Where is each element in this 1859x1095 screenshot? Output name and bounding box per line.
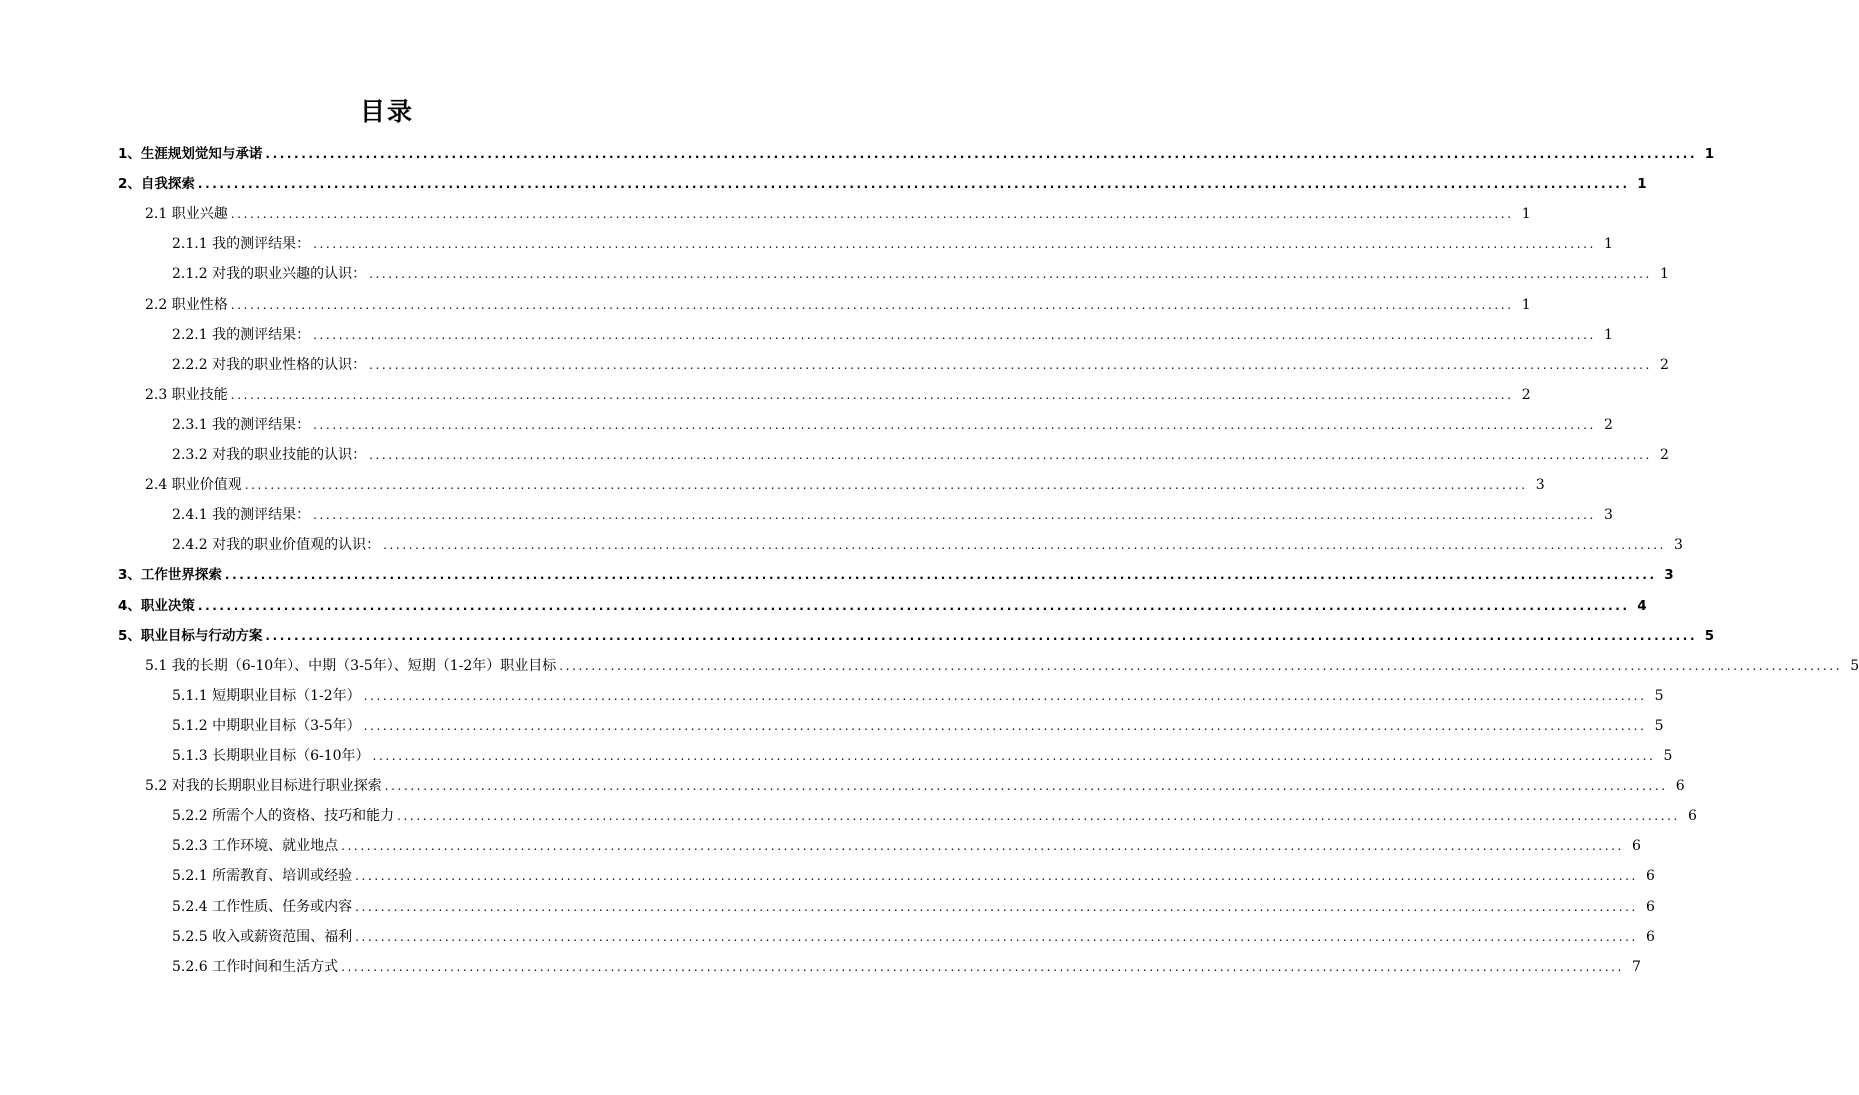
toc-entry-page-number: 5 [1704,627,1715,644]
toc-dot-leader: ........................................................................................................................................................................................................ [197,598,1630,613]
toc-dot-leader: ........................................................................................................................................................................................................ [355,929,1638,944]
toc-dot-leader: ........................................................................................................................................................................................................ [355,899,1638,914]
toc-dot-leader: ........................................................................................................................................................................................................ [369,267,1652,282]
toc-entry-title: 5.1.2 中期职业目标（3-5年） [172,717,361,734]
toc-entry-title: 5.2.3 工作环境、就业地点 [172,838,339,855]
toc-entry[interactable] [172,741,1673,771]
toc-entry-page-number: 7 [1632,958,1641,975]
toc-entry[interactable] [172,831,1641,861]
toc-entry-page-number: 3 [1664,567,1674,584]
toc-entry-title: 2.2 职业性格 [145,296,228,313]
toc-entry[interactable] [145,651,1859,681]
toc-entry-page-number: 5 [1850,657,1859,674]
toc-entry[interactable] [172,259,1669,289]
toc-dot-leader: ........................................................................................................................................................................................................ [265,628,1698,643]
page-title: 目录 [359,97,414,126]
toc-entry-title: 2.2.2 对我的职业性格的认识： [172,356,367,373]
toc-entry-title: 2.1 职业兴趣 [145,206,228,223]
toc-entry-page-number: 6 [1632,838,1641,855]
toc-entry[interactable] [172,922,1655,952]
toc-entry-title: 5.2 对我的长期职业目标进行职业探索 [145,778,382,795]
toc-entry[interactable] [172,500,1613,530]
toc-entry[interactable] [118,621,1715,651]
toc-dot-leader: ........................................................................................................................................................................................................ [230,297,1514,312]
toc-entry-page-number: 6 [1688,808,1697,825]
toc-entry[interactable] [172,952,1641,982]
toc-dot-leader: ........................................................................................................................................................................................................ [384,779,1668,794]
toc-entry[interactable] [145,470,1545,500]
toc-entry-title: 2.3.1 我的测评结果： [172,416,311,433]
toc-entry-title: 5.1.3 长期职业目标（6-10年） [172,748,370,764]
toc-entry[interactable] [145,199,1531,229]
toc-dot-leader: ........................................................................................................................................................................................................ [197,177,1630,192]
toc-entry[interactable] [172,530,1683,560]
toc-entry-page-number: 3 [1604,507,1613,524]
toc-entry-title: 5.2.4 工作性质、任务或内容 [172,898,353,915]
toc-entry-title: 2.2.1 我的测评结果： [172,326,311,343]
toc-dot-leader: ........................................................................................................................................................................................................ [397,809,1680,824]
toc-entry[interactable] [145,771,1685,801]
toc-entry[interactable] [172,320,1613,350]
toc-entry[interactable] [172,711,1664,741]
toc-entry[interactable] [118,591,1647,621]
toc-dot-leader: ........................................................................................................................................................................................................ [355,869,1638,884]
toc-entry-title: 1、生涯规划觉知与承诺 [118,146,263,162]
toc-entry-title: 2.4.1 我的测评结果： [172,507,311,524]
toc-entry-title: 2.1.1 我的测评结果： [172,236,311,253]
toc-entry[interactable] [172,410,1613,440]
toc-dot-leader: ........................................................................................................................................................................................................ [224,568,1657,583]
toc-dot-leader: ........................................................................................................................................................................................................ [341,839,1624,854]
toc-entry[interactable] [172,892,1655,922]
toc-entry-page-number: 1 [1521,296,1531,313]
toc-dot-leader: ........................................................................................................................................................................................................ [372,749,1656,763]
toc-dot-leader: ........................................................................................................................................................................................................ [313,417,1596,432]
toc-entry-title: 2.3 职业技能 [145,386,228,403]
toc-entry[interactable] [145,290,1531,320]
toc-entry-title: 5.1.1 短期职业目标（1-2年） [172,687,361,704]
toc-entry-page-number: 3 [1535,477,1545,494]
toc-entry[interactable] [118,560,1674,590]
toc-entry-title: 2.4 职业价值观 [145,477,242,494]
toc-dot-leader: ........................................................................................................................................................................................................ [341,959,1624,974]
toc-entry-page-number: 1 [1521,206,1531,223]
toc-entry[interactable] [145,380,1531,410]
toc-dot-leader: ........................................................................................................................................................................................................ [369,357,1652,372]
toc-entry-page-number: 2 [1660,356,1669,373]
toc-dot-leader: ........................................................................................................................................................................................................ [230,207,1514,222]
toc-entry-page-number: 2 [1660,447,1669,463]
toc-dot-leader: ........................................................................................................................................................................................................ [313,237,1596,252]
toc-dot-leader: ........................................................................................................................................................................................................ [313,327,1596,342]
toc-entry[interactable] [118,169,1647,199]
toc-entry-page-number: 4 [1637,597,1647,614]
toc-entry-title: 5.2.6 工作时间和生活方式 [172,958,339,975]
toc-entry-title: 5.2.1 所需教育、培训或经验 [172,868,353,885]
toc-entry-page-number: 5 [1654,717,1664,734]
toc-entry-page-number: 1 [1637,176,1647,193]
toc-entry-page-number: 6 [1675,778,1685,795]
toc-entry-page-number: 3 [1674,537,1683,554]
toc-entry-page-number: 6 [1646,868,1655,885]
toc-entry[interactable] [172,229,1613,259]
toc-entry-title: 5.1 我的长期（6-10年）、中期（3-5年）、短期（1-2年）职业目标 [145,657,557,674]
toc-entry-title: 4、职业决策 [118,597,195,614]
toc-entry-title: 5、职业目标与行动方案 [118,627,263,644]
toc-dot-leader: ........................................................................................................................................................................................................ [230,387,1514,402]
toc-entry-title: 2、自我探索 [118,176,195,193]
toc-entry-title: 2.3.2 对我的职业技能的认识： [172,447,367,463]
toc-entry-page-number: 6 [1646,928,1655,945]
toc-dot-leader: ........................................................................................................................................................................................................ [244,478,1528,493]
toc-entry-page-number: 1 [1660,266,1669,283]
toc-dot-leader: ........................................................................................................................................................................................................ [363,718,1647,733]
toc-entry[interactable] [118,139,1715,169]
toc-entry-page-number: 2 [1604,416,1613,433]
toc-dot-leader: ........................................................................................................................................................................................................ [383,538,1666,553]
toc-entry-page-number: 5 [1654,687,1664,704]
toc-entry-page-number: 1 [1604,326,1613,343]
toc-dot-leader: ........................................................................................................................................................................................................ [559,658,1843,673]
toc-dot-leader: ........................................................................................................................................................................................................ [363,688,1647,703]
toc-entry-title: 5.2.5 收入或薪资范围、福利 [172,928,353,945]
toc-entry-title: 2.1.2 对我的职业兴趣的认识： [172,266,367,283]
toc-entry-title: 2.4.2 对我的职业价值观的认识： [172,537,381,554]
toc-entry[interactable] [172,440,1669,470]
toc-entry[interactable] [172,801,1697,831]
toc-dot-leader: ........................................................................................................................................................................................................ [313,508,1596,523]
toc-entry[interactable] [172,681,1664,711]
toc-entry[interactable] [172,350,1669,380]
toc-entry-page-number: 5 [1663,748,1673,764]
toc-entry-title: 3、工作世界探索 [118,567,222,584]
toc-entry-page-number: 1 [1704,146,1715,162]
toc-entry-title: 5.2.2 所需个人的资格、技巧和能力 [172,808,395,825]
toc-entry-page-number: 1 [1604,236,1613,253]
toc-dot-leader: ........................................................................................................................................................................................................ [265,147,1698,161]
toc-entry-page-number: 2 [1521,386,1531,403]
toc-entry-page-number: 6 [1646,898,1655,915]
toc-entry[interactable] [172,861,1655,891]
toc-dot-leader: ........................................................................................................................................................................................................ [369,448,1652,462]
